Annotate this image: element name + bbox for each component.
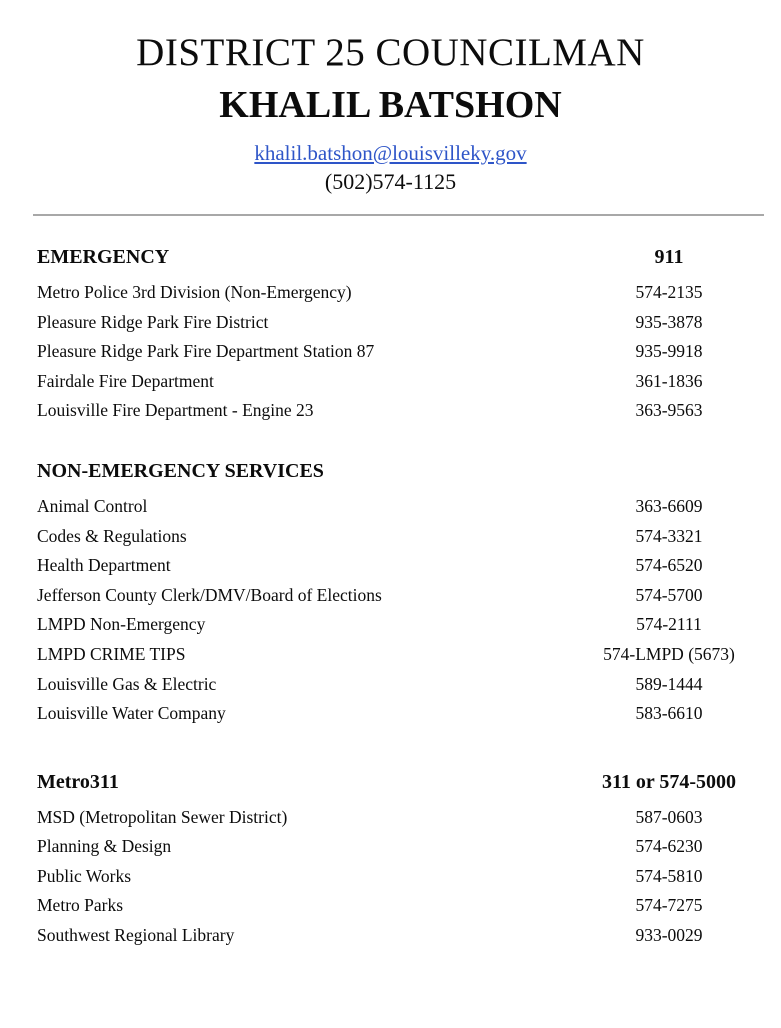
service-name: Metro Parks	[37, 895, 124, 916]
service-name: Pleasure Ridge Park Fire Department Station 87	[37, 341, 375, 362]
phone-number: 574-6230	[635, 836, 703, 857]
phone-number: 574-2135	[635, 281, 703, 302]
councilman-name: KHALIL BATSHON	[219, 83, 562, 126]
phone-number: 574-5810	[635, 865, 703, 886]
section-heading: Metro311	[37, 770, 119, 793]
service-name: Louisville Water Company	[37, 703, 226, 724]
phone-number: 935-9918	[635, 341, 703, 362]
service-name: Fairdale Fire Department	[37, 370, 214, 391]
directory-row	[37, 703, 755, 733]
directory	[0, 246, 781, 955]
phone-number: 574-2111	[636, 614, 702, 635]
section-emergency	[37, 246, 755, 430]
directory-row	[37, 341, 755, 371]
email-link[interactable]: khalil.batshon@louisvilleky.gov	[254, 140, 527, 165]
service-name: Planning & Design	[37, 836, 172, 857]
page-title: DISTRICT 25 COUNCILMAN	[136, 31, 645, 74]
service-name: LMPD Non-Emergency	[37, 614, 206, 635]
section-metro311	[37, 771, 755, 955]
directory-row	[37, 674, 755, 704]
section-heading: NON-EMERGENCY SERVICES	[37, 459, 324, 482]
directory-row	[37, 807, 755, 837]
phone-number: 363-6609	[635, 495, 703, 516]
email-line	[0, 142, 781, 165]
phone-number: 363-9563	[635, 400, 703, 421]
service-name: Metro Police 3rd Division (Non-Emergency)	[37, 281, 352, 302]
directory-row	[37, 925, 755, 955]
directory-row	[37, 400, 755, 430]
directory-row	[37, 614, 755, 644]
section-non-emergency-services	[37, 460, 755, 733]
header-divider	[33, 214, 764, 216]
section-heading-row	[37, 246, 755, 282]
service-name: Louisville Fire Department - Engine 23	[37, 400, 314, 421]
phone-number: 574-LMPD (5673)	[603, 643, 735, 664]
directory-row	[37, 585, 755, 615]
directory-row	[37, 895, 755, 925]
phone-number: 574-6520	[635, 555, 703, 576]
service-name: Pleasure Ridge Park Fire District	[37, 311, 269, 332]
section-heading-row	[37, 460, 755, 496]
directory-row	[37, 312, 755, 342]
directory-row	[37, 526, 755, 556]
service-name: MSD (Metropolitan Sewer District)	[37, 806, 288, 827]
phone-number: 574-5700	[635, 584, 703, 605]
phone-number: 587-0603	[635, 806, 703, 827]
service-name: Louisville Gas & Electric	[37, 673, 217, 694]
document-header	[0, 0, 781, 194]
service-name: Health Department	[37, 555, 171, 576]
section-heading-row	[37, 771, 755, 807]
phone-number: 583-6610	[635, 703, 703, 724]
phone-number: 574-7275	[635, 895, 703, 916]
directory-row	[37, 644, 755, 674]
phone-number: 933-0029	[635, 925, 703, 946]
section-heading-number: 311 or 574-5000	[601, 770, 737, 793]
section-heading: EMERGENCY	[37, 245, 170, 268]
service-name: Codes & Regulations	[37, 525, 187, 546]
service-name: LMPD CRIME TIPS	[37, 643, 186, 664]
service-name: Southwest Regional Library	[37, 925, 235, 946]
service-name: Public Works	[37, 865, 132, 886]
phone-number: 935-3878	[635, 311, 703, 332]
directory-row	[37, 836, 755, 866]
phone-number: 574-3321	[635, 525, 703, 546]
office-phone: (502)574-1125	[324, 168, 457, 194]
directory-row	[37, 282, 755, 312]
phone-number: 589-1444	[635, 673, 703, 694]
directory-row	[37, 371, 755, 401]
section-heading-number: 911	[654, 245, 684, 268]
phone-number: 361-1836	[635, 370, 703, 391]
directory-row	[37, 496, 755, 526]
directory-row	[37, 555, 755, 585]
service-name: Animal Control	[37, 495, 148, 516]
service-name: Jefferson County Clerk/DMV/Board of Elections	[37, 584, 382, 605]
directory-row	[37, 866, 755, 896]
